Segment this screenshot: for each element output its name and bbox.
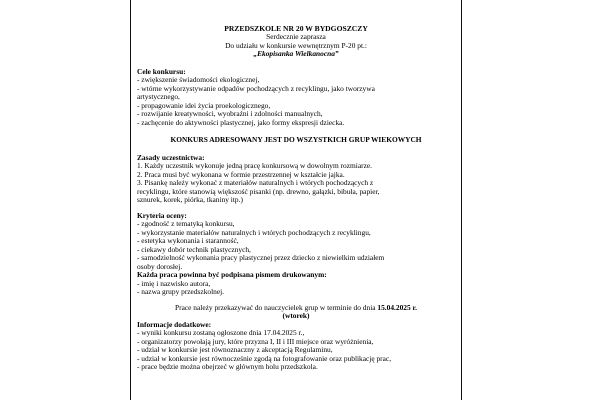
rules-list (137, 162, 455, 205)
rules-heading: Zasady uczestnictwa: (137, 152, 205, 162)
criteria-list (137, 220, 455, 271)
deadline-date: 15.04.2025 r. (377, 302, 417, 312)
list-item: - wykorzystanie materiałów naturalnych i wtórych pochodzących z recyklingu, (137, 227, 371, 237)
list-item: osoby dorosłej. (137, 261, 183, 271)
goals-heading: Cele konkursu: (137, 66, 186, 76)
document-content (137, 24, 455, 372)
participation-line: Do udziału w konkursie wewnętrznym P-20 pt.: (225, 40, 367, 50)
goals-list (137, 76, 455, 127)
list-item: 3. Pisankę należy wykonać z materiałów naturalnych i wtórych pochodzących z (137, 178, 374, 187)
list-item: - imię i nazwisko autora, (137, 278, 211, 288)
list-item: - samodzielność wykonania pracy plastycznej przez dziecko z niewielkim udziałem (137, 253, 385, 262)
deadline-text: Prace należy przekazywać do nauczycielek grup w terminie do dnia (175, 302, 376, 312)
document-page (130, 0, 462, 400)
list-item: - rozwijanie kreatywności, wyobraźni i zdolności manualnych, (137, 109, 323, 118)
list-item: - udział w konkursie jest równocześnie zgodą na fotografowanie oraz publikację prac, (137, 353, 392, 363)
invite-line: Serdecznie zaprasza (266, 32, 326, 41)
signature-list (137, 280, 455, 297)
list-item: - organizatorzy powołają jury, które przyzna I, II i III miejsce oraz wyróżnienia, (137, 336, 374, 346)
info-list (137, 329, 455, 372)
list-item: - zachęcenie do aktywności plastycznej, jako formy ekspresji dziecka. (137, 117, 345, 127)
list-item: - propagowanie idei życia proekologicznego, (137, 100, 271, 110)
audience-banner: KONKURS ADRESOWANY JEST DO WSZYSTKICH GRUP WIEKOWYCH (170, 135, 422, 144)
list-item: - prace będzie można obejrzeć w głównym holu przedszkola. (137, 362, 318, 371)
criteria-heading: Kryteria oceny: (137, 210, 187, 220)
deadline-weekday: (wtorek) (282, 311, 310, 320)
signature-heading: Każda praca powinna być podpisana pismem drukowanym: (137, 270, 327, 279)
list-item: artystycznego, (137, 92, 180, 101)
list-item: 1. Każdy uczestnik wykonuje jedną pracę konkursową w dowolnym rozmiarze. (137, 161, 372, 170)
list-item: - nazwa grupy przedszkolnej. (137, 287, 225, 296)
list-item: sznurek, korek, piórka, tkaniny itp.) (137, 195, 243, 204)
list-item: - zgodność z tematyką konkursu, (137, 219, 235, 228)
info-heading: Informacje dodatkowe: (137, 319, 212, 329)
list-item: - ciekawy dobór technik plastycznych, (137, 244, 251, 254)
list-item: - wtórne wykorzystywanie odpadów pochodzących z recyklingu, jako tworzywa (137, 83, 375, 93)
list-item: recyklingu, które stanowią większość pisanki (np. drewno, gałązki, bibuła, papier, (137, 186, 380, 196)
list-item: - udział w konkursie jest równoznaczny z akceptacją Regulaminu, (137, 345, 333, 354)
list-item: 2. Praca musi być wykonana w formie przestrzennej w kształcie jajka. (137, 169, 345, 179)
list-item: - zwiększenie świadomości ekologicznej, (137, 75, 260, 84)
event-name: „Ekopisanka Wielkanocna” (253, 49, 339, 58)
list-item: - wyniki konkursu zostaną ogłoszone dnia 17.04.2025 r., (137, 328, 305, 337)
school-title: PRZEDSZKOLE NR 20 W BYDGOSZCZY (224, 24, 368, 33)
list-item: - estetyka wykonania i staranność, (137, 236, 239, 245)
